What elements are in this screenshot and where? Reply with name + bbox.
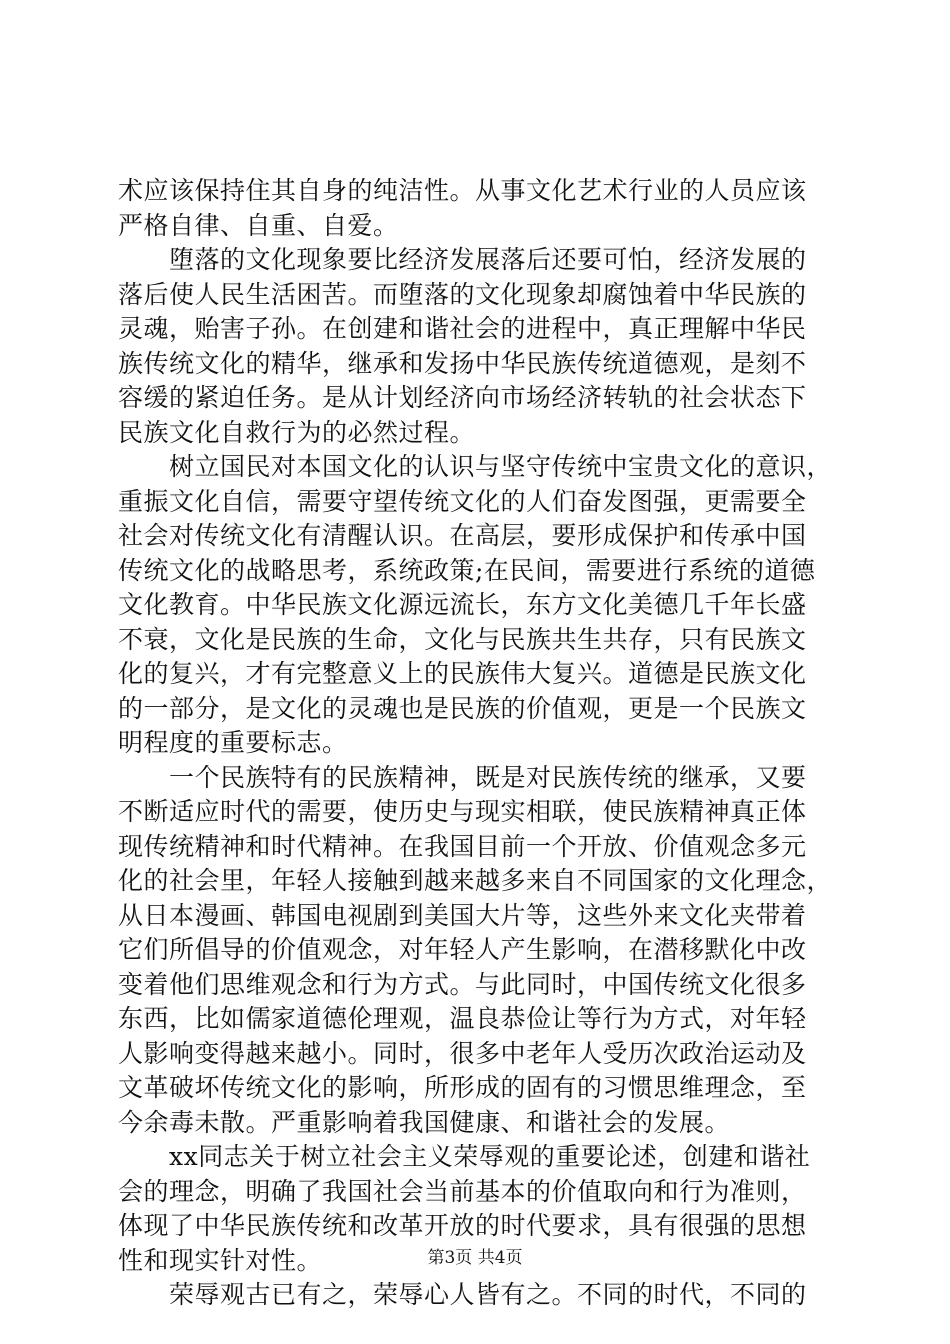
- text-line: 从日本漫画、韩国电视剧到美国大片等，这些外来文化夹带着: [118, 900, 807, 930]
- text-line: 文化教育。中华民族文化源远流长，东方文化美德几千年长盛: [118, 590, 807, 619]
- text-line: 族传统文化的精华，继承和发扬中华民族传统道德观，是刻不: [118, 348, 807, 378]
- text-line: 荣辱观古已有之，荣辱心人皆有之。不同的时代，不同的: [118, 1280, 807, 1309]
- text-line: 堕落的文化现象要比经济发展落后还要可怕，经济发展的: [118, 245, 807, 274]
- text-line: 落后使人民生活困苦。而堕落的文化现象却腐蚀着中华民族的: [118, 279, 807, 309]
- paragraph: [118, 243, 830, 450]
- text-line: 文革破坏传统文化的影响，所形成的固有的习惯思维理念，至: [118, 1073, 807, 1102]
- paragraph: [118, 761, 833, 1141]
- text-line: 树立国民对本国文化的认识与坚守传统中宝贵文化的意识，: [118, 452, 833, 481]
- paragraph: [118, 450, 833, 761]
- text-line: 它们所倡导的价值观念，对年轻人产生影响，在潜移默化中改: [118, 935, 807, 964]
- text-line: 术应该保持住其自身的纯洁性。从事文化艺术行业的人员应该: [118, 176, 807, 205]
- page-number-label: 第3页 共4页: [427, 1248, 523, 1268]
- text-line: 化的复兴，才有完整意义上的民族伟大复兴。道德是民族文化: [118, 659, 807, 688]
- paragraph: [118, 1278, 830, 1313]
- text-line: 灵魂，贻害子孙。在创建和谐社会的进程中，真正理解中华民: [118, 314, 807, 343]
- text-line: 民族文化自救行为的必然过程。: [118, 417, 476, 447]
- text-line: 不断适应时代的需要，使历史与现实相联，使民族精神真正体: [118, 797, 807, 826]
- text-line: 传统文化的战略思考，系统政策;在民间，需要进行系统的道德: [118, 555, 816, 585]
- text-line: 现传统精神和时代精神。在我国目前一个开放、价值观念多元: [118, 831, 807, 861]
- text-line: 的一部分，是文化的灵魂也是民族的价值观，更是一个民族文: [118, 693, 807, 723]
- text-line: 体现了中华民族传统和改革开放的时代要求，具有很强的思想: [118, 1211, 807, 1240]
- document-body: [118, 174, 833, 1313]
- text-line: 人影响变得越来越小。同时，很多中老年人受历次政治运动及: [118, 1038, 807, 1068]
- text-line: 性和现实针对性。: [118, 1245, 323, 1275]
- text-line: 社会对传统文化有清醒认识。在高层，要形成保护和传承中国: [118, 521, 807, 550]
- text-line: 会的理念，明确了我国社会当前基本的价值取向和行为准则，: [118, 1176, 807, 1206]
- text-line: 变着他们思维观念和行为方式。与此同时，中国传统文化很多: [118, 969, 807, 999]
- text-line: 明程度的重要标志。: [118, 728, 348, 757]
- text-line: 今余毒未散。严重影响着我国健康、和谐社会的发展。: [118, 1107, 731, 1137]
- text-line: 重振文化自信，需要守望传统文化的人们奋发图强，更需要全: [118, 486, 807, 516]
- text-line: 化的社会里，年轻人接触到越来越多来自不同国家的文化理念，: [118, 866, 833, 895]
- text-line: xx同志关于树立社会主义荣辱观的重要论述，创建和谐社: [118, 1142, 811, 1171]
- page-footer: [0, 1243, 950, 1268]
- text-line: 容缓的紧迫任务。是从计划经济向市场经济转轨的社会状态下: [118, 383, 807, 412]
- text-line: 东西，比如儒家道德伦理观，温良恭俭让等行为方式，对年轻: [118, 1004, 807, 1033]
- paragraph: [118, 174, 830, 243]
- text-line: 不衰，文化是民族的生命，文化与民族共生共存，只有民族文: [118, 624, 807, 654]
- text-line: 一个民族特有的民族精神，既是对民族传统的继承，又要: [118, 762, 807, 792]
- text-line: 严格自律、自重、自爱。: [118, 210, 399, 240]
